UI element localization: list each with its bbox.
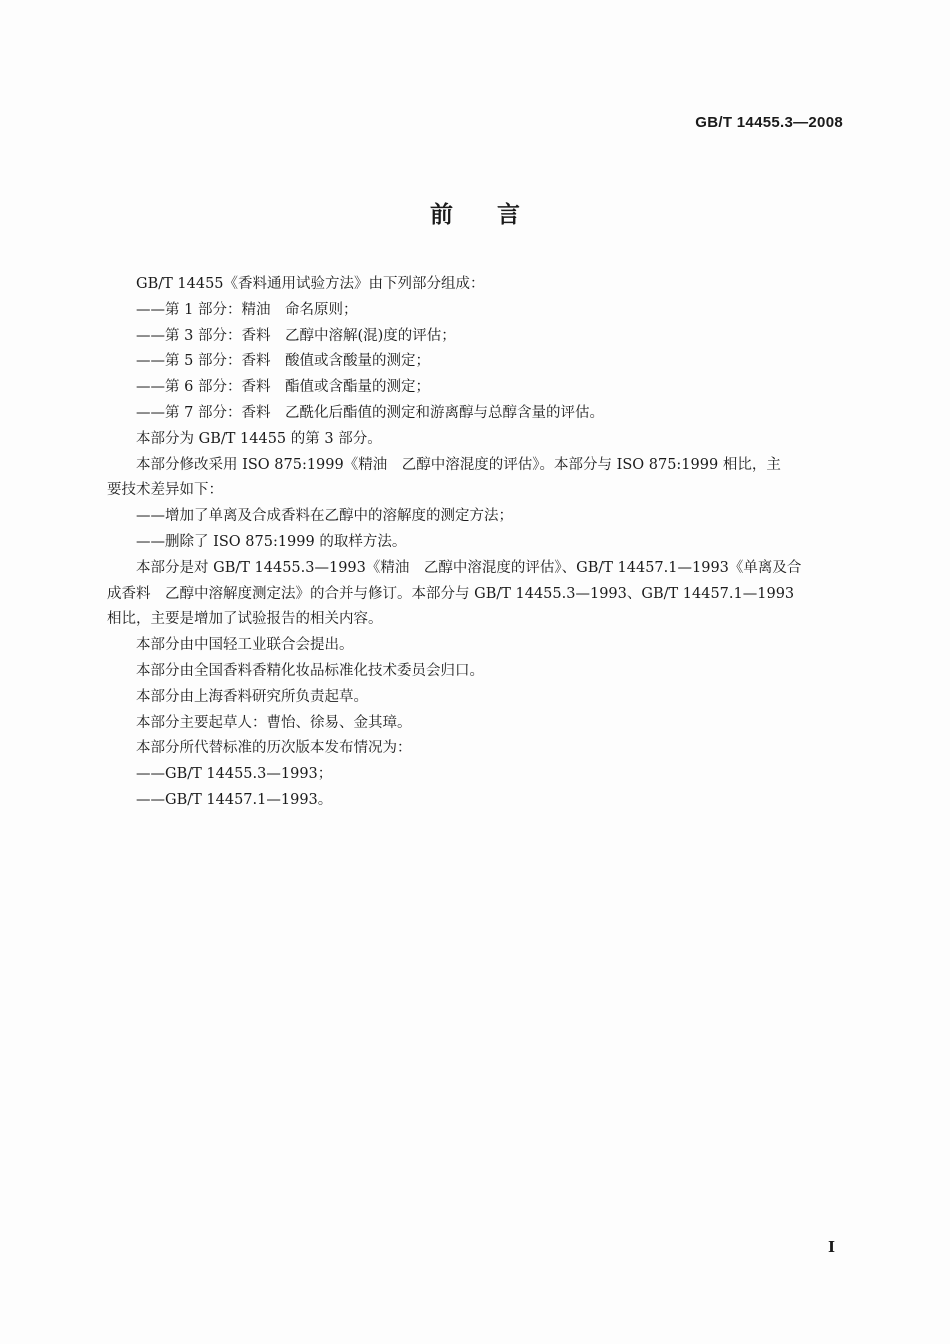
paragraph-continuation: 成香料 乙醇中溶解度测定法》的合并与修订。本部分与 GB/T 14455.3—1993、GB/T 14457.1—1993 xyxy=(107,585,795,602)
paragraph: 本部分所代替标准的历次版本发布情况为： xyxy=(136,740,412,757)
list-item: ——GB/T 14457.1—1993。 xyxy=(136,791,333,808)
paragraph-continuation: 要技术差异如下： xyxy=(107,482,223,499)
page-number: I xyxy=(827,1238,835,1256)
paragraph: 本部分修改采用 ISO 875:1999《精油 乙醇中溶混度的评估》。本部分与 ISO 875:1999 相比，主 xyxy=(136,456,781,473)
foreword-body xyxy=(107,272,844,814)
paragraph-continuation: 相比，主要是增加了试验报告的相关内容。 xyxy=(107,611,383,628)
list-item: ——第 3 部分：香料 乙醇中溶解(混)度的评估； xyxy=(136,327,456,344)
standard-number: GB/T 14455.3—2008 xyxy=(695,114,843,131)
list-item: ——第 7 部分：香料 乙酰化后酯值的测定和游离醇与总醇含量的评估。 xyxy=(136,404,604,421)
paragraph: 本部分是对 GB/T 14455.3—1993《精油 乙醇中溶混度的评估》、GB/T 14457.1—1993《单离及合 xyxy=(136,559,802,576)
list-item: ——第 6 部分：香料 酯值或含酯量的测定； xyxy=(136,379,430,396)
paragraph: GB/T 14455《香料通用试验方法》由下列部分组成： xyxy=(136,276,485,292)
paragraph: 本部分由中国轻工业联合会提出。 xyxy=(136,637,354,654)
list-item: ——第 5 部分：香料 酸值或含酸量的测定； xyxy=(136,353,430,370)
list-item: ——GB/T 14455.3—1993； xyxy=(136,766,333,783)
paragraph: 本部分由全国香料香精化妆品标准化技术委员会归口。 xyxy=(136,662,484,679)
paragraph: 本部分由上海香料研究所负责起草。 xyxy=(136,688,368,705)
list-item: ——第 1 部分：精油 命名原则； xyxy=(136,301,358,318)
list-item: ——增加了单离及合成香料在乙醇中的溶解度的测定方法； xyxy=(136,508,513,525)
paragraph: 本部分为 GB/T 14455 的第 3 部分。 xyxy=(136,430,382,447)
paragraph: 本部分主要起草人：曹怡、徐易、金其璋。 xyxy=(136,714,412,731)
list-item: ——删除了 ISO 875:1999 的取样方法。 xyxy=(136,533,407,550)
page-title: 前言 xyxy=(430,202,564,228)
